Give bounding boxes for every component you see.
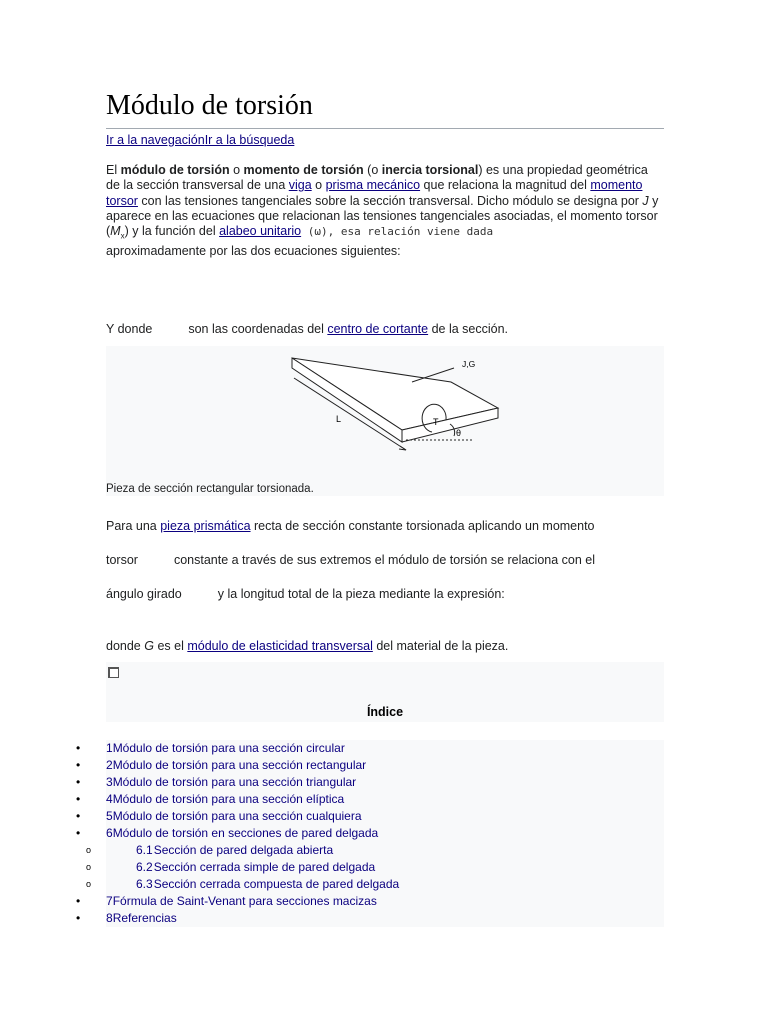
text: (o bbox=[363, 163, 382, 177]
toc-label: Módulo de torsión para una sección rectangular bbox=[112, 758, 367, 772]
toc-item[interactable] bbox=[76, 842, 664, 859]
text: El bbox=[106, 163, 121, 177]
term-momento-torsion: momento de torsión bbox=[243, 163, 364, 177]
toc-number: 8 bbox=[106, 911, 113, 925]
symbol-m: M bbox=[110, 224, 121, 239]
figure-label-jg: J,G bbox=[462, 359, 476, 369]
toc-item[interactable] bbox=[76, 791, 664, 808]
bullet-icon: • bbox=[76, 809, 81, 823]
toc-link[interactable] bbox=[106, 910, 177, 927]
toc-label: Módulo de torsión para una sección circular bbox=[112, 741, 345, 755]
toc-list bbox=[76, 740, 664, 927]
text: y la longitud total de la pieza mediante la expresión: bbox=[217, 587, 505, 601]
jump-to-navigation-link[interactable]: Ir a la navegación bbox=[106, 133, 205, 147]
figure-caption: Pieza de sección rectangular torsionada. bbox=[106, 483, 314, 495]
pieza-prismatica-link[interactable]: pieza prismática bbox=[160, 519, 251, 533]
intro-paragraph bbox=[106, 163, 664, 259]
bullet-icon: • bbox=[76, 775, 81, 789]
toc-item[interactable] bbox=[76, 825, 664, 842]
toc-link[interactable] bbox=[106, 740, 345, 757]
text: que relaciona la magnitud del bbox=[420, 178, 591, 193]
viga-link[interactable]: viga bbox=[288, 178, 312, 193]
jump-to-search-link[interactable]: Ir a la búsqueda bbox=[204, 133, 295, 147]
toc-toggle-checkbox[interactable] bbox=[108, 667, 119, 678]
bullet-icon: • bbox=[76, 911, 81, 925]
text: es el bbox=[153, 639, 188, 653]
modulo-elasticidad-transversal-link[interactable]: módulo de elasticidad transversal bbox=[187, 639, 373, 653]
toc-number: 6.2 bbox=[136, 860, 153, 874]
toc-label: Sección cerrada simple de pared delgada bbox=[153, 860, 376, 874]
text: ) es una propiedad geométrica de la sección transversal de una bbox=[106, 163, 648, 193]
term-inercia-torsional: inercia torsional bbox=[381, 163, 479, 177]
toc-link[interactable] bbox=[136, 842, 333, 859]
toc-link[interactable] bbox=[136, 859, 375, 876]
symbol-j: J bbox=[642, 193, 649, 208]
term-modulo-torsion: módulo de torsión bbox=[120, 163, 230, 177]
toc-item[interactable] bbox=[76, 893, 664, 910]
toc-label: Referencias bbox=[112, 911, 177, 925]
toc-number: 4 bbox=[106, 792, 113, 806]
modulus-paragraph bbox=[106, 639, 664, 654]
toc-link[interactable] bbox=[106, 757, 366, 774]
toc-number: 6.1 bbox=[136, 843, 153, 857]
symbol-g: G bbox=[144, 639, 154, 653]
bullet-icon: • bbox=[76, 894, 81, 908]
toc-label: Sección de pared delgada abierta bbox=[153, 843, 334, 857]
toc-item[interactable] bbox=[76, 910, 664, 927]
toc-item-background bbox=[106, 910, 664, 927]
figure-label-l: L bbox=[336, 414, 342, 424]
toc-label: Fórmula de Saint-Venant para secciones macizas bbox=[112, 894, 377, 908]
bullet-icon: • bbox=[76, 741, 81, 755]
figure-label-theta: θ bbox=[456, 428, 462, 438]
relation-paragraph bbox=[106, 509, 664, 611]
prisma-mecanico-link[interactable]: prisma mecánico bbox=[325, 178, 421, 193]
toc-number: 6 bbox=[106, 826, 113, 840]
centro-de-cortante-link[interactable]: centro de cortante bbox=[327, 322, 429, 336]
text: de la sección. bbox=[428, 322, 509, 336]
text: Y donde bbox=[106, 322, 153, 336]
toc-label: Módulo de torsión en secciones de pared delgada bbox=[112, 826, 379, 840]
text: ) y la función del bbox=[124, 224, 220, 239]
toc-label: Módulo de torsión para una sección triangular bbox=[112, 775, 357, 789]
toc-item[interactable] bbox=[76, 757, 664, 774]
toc-number: 7 bbox=[106, 894, 113, 908]
toc-link[interactable] bbox=[106, 808, 362, 825]
coordinates-paragraph bbox=[106, 322, 664, 337]
toc-link[interactable] bbox=[106, 893, 377, 910]
text: y aparece en las ecuaciones que relacionan las tensiones tangenciales asociadas, el momento torsor ( bbox=[106, 193, 659, 239]
bullet-icon: • bbox=[76, 826, 81, 840]
alabeo-unitario-link[interactable]: alabeo unitario bbox=[219, 224, 302, 239]
text: aproximadamente por las dos ecuaciones siguientes: bbox=[106, 243, 401, 258]
toc-label: Sección cerrada compuesta de pared delgada bbox=[153, 877, 400, 891]
toc-item[interactable] bbox=[76, 808, 664, 825]
toc-label: Módulo de torsión para una sección cualquiera bbox=[112, 809, 362, 823]
text: recta de sección constante torsionada aplicando un momento bbox=[250, 519, 595, 533]
text: o bbox=[229, 163, 244, 177]
toc-link[interactable] bbox=[106, 825, 378, 842]
circle-bullet-icon: o bbox=[86, 879, 92, 889]
symbol-subscript: x bbox=[120, 231, 125, 241]
toc-item[interactable] bbox=[76, 859, 664, 876]
toc-number: 1 bbox=[106, 741, 113, 755]
toc-item[interactable] bbox=[76, 876, 664, 893]
toc-link[interactable] bbox=[136, 876, 399, 893]
bullet-icon: • bbox=[76, 758, 81, 772]
figure-box bbox=[106, 346, 664, 496]
fallback-math-text: (ω), esa relación viene dada bbox=[301, 225, 494, 239]
toc-title: Índice bbox=[366, 705, 404, 719]
title-divider bbox=[106, 128, 664, 129]
page-title: Módulo de torsión bbox=[106, 90, 313, 121]
text: son las coordenadas del bbox=[188, 322, 328, 336]
momento-torsor-link[interactable]: momento torsor bbox=[106, 178, 643, 208]
text: ángulo girado bbox=[106, 587, 182, 601]
text: con las tensiones tangenciales sobre la sección transversal. Dicho módulo se designa por bbox=[137, 193, 643, 208]
text: constante a través de sus extremos el módulo de torsión se relaciona con el bbox=[173, 553, 596, 567]
circle-bullet-icon: o bbox=[86, 845, 92, 855]
toc-item[interactable] bbox=[76, 774, 664, 791]
toc-label: Módulo de torsión para una sección elíptica bbox=[112, 792, 345, 806]
torsion-bar-diagram bbox=[106, 346, 664, 496]
toc-number: 3 bbox=[106, 775, 113, 789]
toc-number: 5 bbox=[106, 809, 113, 823]
bullet-icon: • bbox=[76, 792, 81, 806]
toc-number: 6.3 bbox=[136, 877, 153, 891]
jump-links bbox=[106, 132, 294, 148]
toc-item[interactable] bbox=[76, 740, 664, 757]
text: Para una bbox=[106, 519, 161, 533]
text: donde bbox=[106, 639, 145, 653]
toc-number: 2 bbox=[106, 758, 113, 772]
text: o bbox=[311, 178, 326, 193]
figure-label-t: T bbox=[433, 417, 439, 427]
toc-box bbox=[106, 662, 664, 722]
text: torsor bbox=[106, 553, 138, 567]
text: del material de la pieza. bbox=[372, 639, 509, 653]
toc-link[interactable] bbox=[106, 791, 344, 808]
toc-link[interactable] bbox=[106, 774, 356, 791]
circle-bullet-icon: o bbox=[86, 862, 92, 872]
